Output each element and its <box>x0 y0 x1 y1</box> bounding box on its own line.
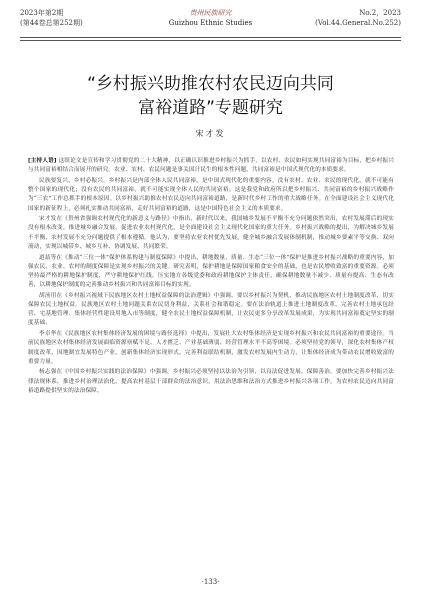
title-line-1: “乡村振兴助推农村农民迈向共同 <box>87 74 334 94</box>
title-line-2: 富裕道路”专题研究 <box>138 98 283 118</box>
body-paragraph: 胡汤用在《乡村振兴视域下民族地区农村土地权益保障的法治逻辑》中强调，要以乡村振兴为契机，推动民族地区农村土地制度改革，切实保障农民土地权益。民族地区农村土地问题关系农民切身利益，关系社会和谐稳定。要在法治轨道上推进土地制度改革，完善农村土地承包经营、宅基地管理、集体经营性建设用地入市等制度，健全农民土地权益保障机制，让农民更多分享改革发展成果，为实现共同富裕奠定坚实的制度基础。 <box>28 292 394 327</box>
header-year-issue: 2023年第2期 <box>20 9 64 17</box>
body-paragraph: 李卓华在《民族地区农村集体经济发展的困境与路径选择》中提出，发展壮大农村集体经济是实现乡村振兴和农民共同富裕的重要途径。当前民族地区农村集体经济发展面临资源禀赋不足、人才匮乏、产业基础薄弱、经营管理水平不高等困境。必须坚持党的领导，深化农村集体产权制度改革，因地制宜发展特色产业，创新集体经济实现形式，完善利益联结机制，激发农村发展内生动力，让集体经济成为带动农民增收致富的重要力量。 <box>28 331 394 365</box>
host-remarks-text: 这组论文是宣传和学习贯彻党的二十大精神，以正确认识推进乡村振兴为抓手，以农村、农民如何实现共同富裕为目标，把乡村振兴与共同富裕相结合而展开的研究。农业、农村、农民问题是事关国计民生的根本性问题，共同富裕是中国式现代化的本质要求。 <box>28 158 394 174</box>
host-remarks <box>28 157 394 175</box>
header-volume: (Vol.44.General.No.252) <box>315 19 401 27</box>
header-issue-no: No.2，2023 <box>359 9 401 17</box>
header-journal-cn: 贵州民族研究 <box>189 9 232 17</box>
running-header <box>20 8 401 36</box>
body-paragraph: 民族要复兴，乡村必振兴。乡村振兴是内部全体人民共同富裕，是中国式现代化的重要内容。没有农村、农业、农民的现代化，就不可能有整个国家的现代化；没有农民的共同富裕，就不可能实现全体人民的共同富裕。这是我党和政府所以把乡村振兴、共同富裕的乡村振兴战略作为“三农”工作总抓手的根本原因。以乡村振兴助推农村农民迈向共同富裕道路，是新时代乡村工作的重大战略任务。在全面建设社会主义现代化国家的新征程上，必须扎实推动共同富裕，走好共同富裕的道路，这是中国特色社会主义的本质要求。 <box>28 177 394 212</box>
header-right <box>315 8 401 28</box>
author-name: 宋才发 <box>195 129 226 138</box>
header-rule-bottom <box>20 40 401 41</box>
header-journal-en: Guizhou Ethnic Studies <box>168 19 253 27</box>
article-body <box>28 157 394 398</box>
header-rule-top <box>20 37 401 38</box>
article-title <box>20 72 401 120</box>
body-paragraph: 道喆等在《推动“三位一体”保护体系构建与制度保障》中提出，耕地数量、质量、生态“三位一体”保护是推进乡村振兴战略的重要内容，加强农民、农业、农村的制度保障是实现乡村振兴的关键。研究表明，保护耕地是保障国家粮食安全的基础，也是农民增收致富的重要资源。必须坚持最严格的耕地保护制度，严守耕地保护红线，压实地方各级党委和政府耕地保护主体责任，确保耕地数量不减少、质量有提高、生态有改善，以耕地保护制度的完善推动乡村振兴和共同富裕目标的实现。 <box>28 254 394 289</box>
body-paragraph: 杨志强在《中国乡村振兴实践的法治保障》中强调，乡村振兴必须坚持以法治为引领，以良法促进发展、保障善治。要加快完善乡村振兴法律法规体系，推进乡村治理法治化，提高农村基层干部群众的法治意识，用法治思维和法治方式推进乡村振兴各项工作，为农村农民迈向共同富裕道路提供坚实的法治保障。 <box>28 369 394 394</box>
body-paragraph: 宋才发在《贵州省强调农村现代化的新意义与路径》中指出，新时代以来，我国城乡发展不平衡不充分问题依然突出，农村发展滞后的现实没有根本改变。推进城乡融合发展，促进农业农村现代化，是全面建设社会主义现代化国家的重大任务。乡村振兴战略的提出，为解决城乡发展不平衡、农村发展不充分问题提供了根本遵循。他认为，要坚持农业农村优先发展，健全城乡融合发展体制机制，推动城乡要素平等交换、双向流动，实现以城带乡、城乡互补、协调发展、共同繁荣。 <box>28 216 394 250</box>
header-total-issue: (第44卷总第252期) <box>20 19 83 27</box>
host-remarks-label: [主持人语] <box>28 158 57 164</box>
page-number: ·133· <box>201 578 220 586</box>
